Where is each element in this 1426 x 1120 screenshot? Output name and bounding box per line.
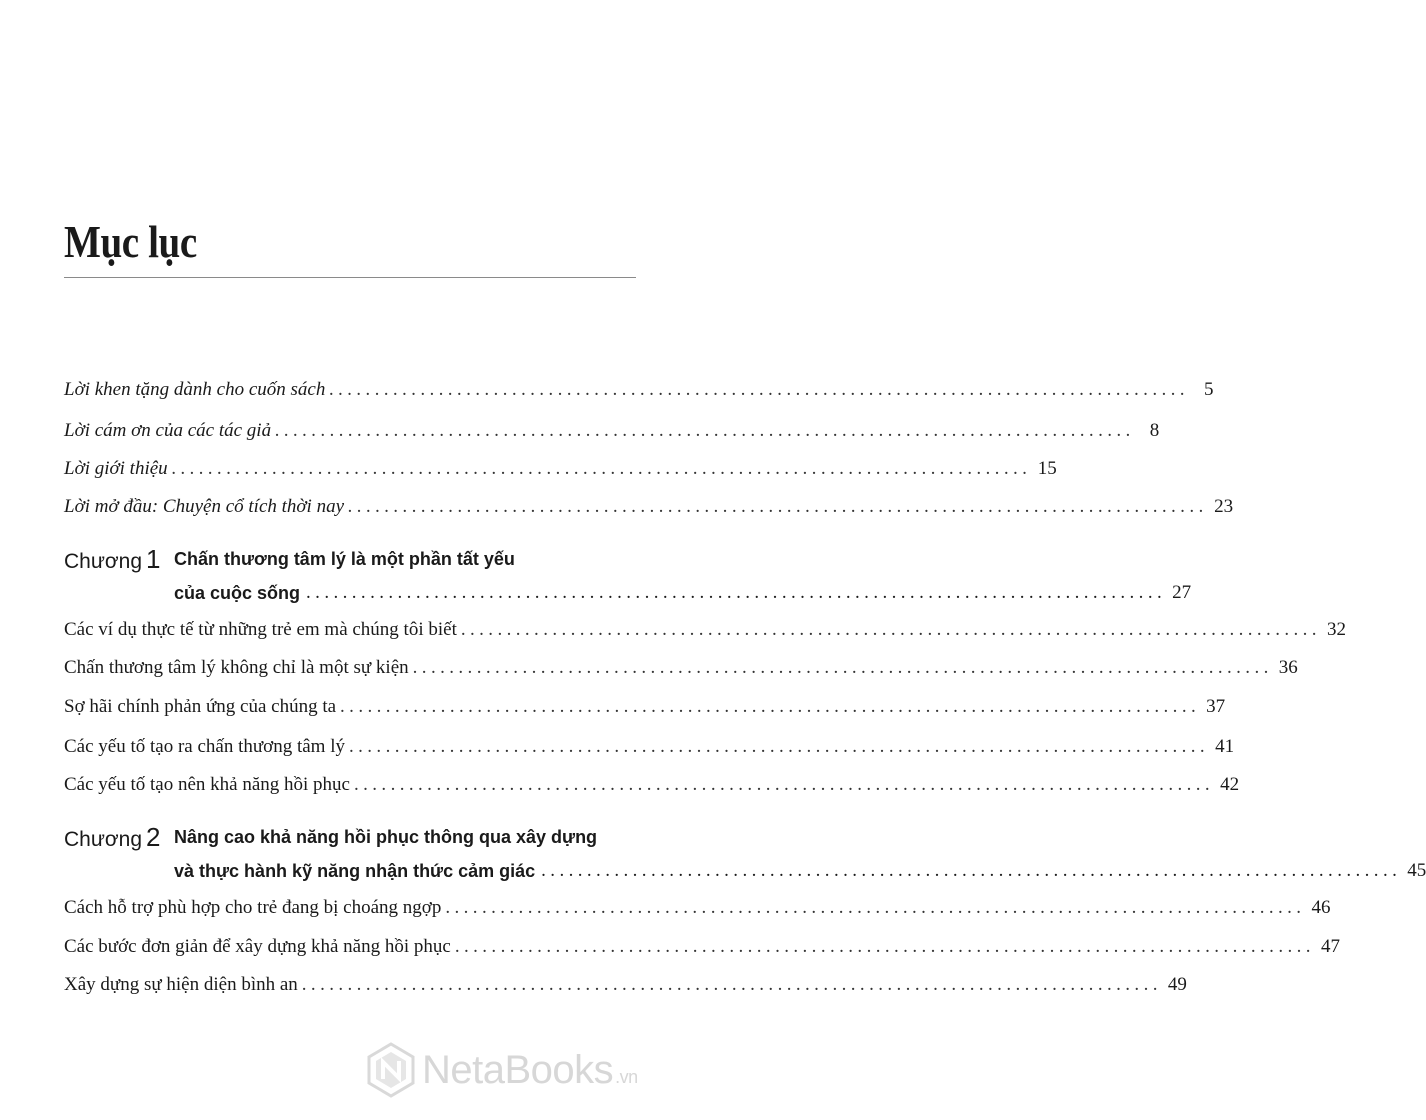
- watermark-text: NetaBooks .vn: [422, 1047, 638, 1092]
- dot-leader: ..............................................................................................: [348, 496, 1209, 517]
- dot-leader: ..............................................................................................: [445, 897, 1306, 918]
- toc-entry-title: Sợ hãi chính phản ứng của chúng ta: [64, 696, 337, 717]
- dot-leader: ..............................................................................................: [306, 582, 1167, 603]
- toc-entry[interactable]: [64, 489, 1234, 519]
- toc-entry-page: 36: [1278, 657, 1298, 678]
- toc-entry-page: 49: [1167, 974, 1187, 995]
- toc-entry-page: 41: [1215, 736, 1235, 757]
- toc-entry-page: 37: [1206, 696, 1226, 717]
- toc-entry[interactable]: [64, 967, 1187, 997]
- netabooks-logo-icon: [366, 1042, 416, 1098]
- toc-entry-page: 47: [1320, 936, 1340, 957]
- chapter-title-row: [174, 576, 1192, 604]
- toc-entry-page: 5: [1203, 379, 1214, 400]
- chapter-label: Chương 1: [64, 544, 161, 574]
- chapter-title-line2: của cuộc sống: [174, 583, 301, 603]
- toc-entry[interactable]: [64, 413, 1160, 443]
- watermark: [366, 1042, 638, 1098]
- toc-entry-title: Xây dựng sự hiện diện bình an: [64, 974, 298, 995]
- chapter-heading-2[interactable]: [64, 822, 1426, 882]
- dot-leader: ..............................................................................................: [454, 936, 1315, 957]
- toc-entry-title: Lời mở đầu: Chuyện cổ tích thời nay: [64, 496, 345, 517]
- dot-leader: ..............................................................................................: [340, 696, 1201, 717]
- dot-leader: ..............................................................................................: [412, 657, 1273, 678]
- chapter-heading-1[interactable]: [64, 544, 1192, 604]
- toc-entry[interactable]: [64, 650, 1298, 680]
- dot-leader: ..............................................................................................: [329, 379, 1190, 400]
- toc-entry-page: 8: [1149, 420, 1160, 441]
- chapter-page: 45: [1407, 860, 1426, 881]
- toc-entry-title: Chấn thương tâm lý không chỉ là một sự kiện: [64, 657, 409, 678]
- toc-entry-page: 42: [1220, 774, 1240, 795]
- toc-entry[interactable]: [64, 929, 1340, 959]
- toc-entry-page: 46: [1311, 897, 1331, 918]
- chapter-number: 2: [146, 822, 161, 852]
- toc-entry-title: Cách hỗ trợ phù hợp cho trẻ đang bị choáng ngợp: [64, 897, 442, 918]
- dot-leader: ..............................................................................................: [301, 974, 1162, 995]
- toc-entry[interactable]: [64, 372, 1214, 402]
- toc-entry[interactable]: [64, 689, 1226, 719]
- toc-entry[interactable]: [64, 767, 1240, 797]
- toc-entry-title: Lời cám ơn của các tác giả: [64, 420, 272, 441]
- toc-entry-title: Lời khen tặng dành cho cuốn sách: [64, 379, 326, 400]
- toc-entry[interactable]: [64, 612, 1346, 642]
- toc-entry-title: Các yếu tố tạo ra chấn thương tâm lý: [64, 736, 345, 757]
- dot-leader: ..............................................................................................: [460, 619, 1321, 640]
- toc-entry[interactable]: [64, 729, 1235, 759]
- title-divider: [64, 277, 636, 278]
- chapter-title-line1: Chấn thương tâm lý là một phần tất yếu: [174, 549, 515, 569]
- toc-entry-title: Các ví dụ thực tế từ những trẻ em mà chúng tôi biết: [64, 619, 457, 640]
- chapter-label: Chương 2: [64, 822, 161, 852]
- toc-entry[interactable]: [64, 451, 1057, 481]
- toc-entry-page: 23: [1214, 496, 1234, 517]
- dot-leader: ..............................................................................................: [275, 420, 1136, 441]
- dot-leader: ..............................................................................................: [348, 736, 1210, 757]
- chapter-title-row: [174, 854, 1426, 882]
- chapter-title-line2: và thực hành kỹ năng nhận thức cảm giác: [174, 861, 536, 881]
- page-title: Mục lục: [64, 216, 197, 267]
- toc-entry-page: 32: [1326, 619, 1346, 640]
- toc-entry-title: Các yếu tố tạo nên khả năng hồi phục: [64, 774, 350, 795]
- chapter-number: 1: [146, 544, 161, 574]
- toc-entry-title: Các bước đơn giản để xây dựng khả năng hồi phục: [64, 936, 451, 957]
- dot-leader: ..............................................................................................: [171, 458, 1032, 479]
- dot-leader: ..............................................................................................: [353, 774, 1215, 795]
- toc-entry[interactable]: [64, 890, 1331, 920]
- chapter-page: 27: [1172, 582, 1192, 603]
- chapter-title-line1: Nâng cao khả năng hồi phục thông qua xây dựng: [174, 827, 598, 847]
- toc-entry-title: Lời giới thiệu: [64, 458, 168, 479]
- toc-entry-page: 15: [1037, 458, 1057, 479]
- dot-leader: ..............................................................................................: [541, 860, 1402, 881]
